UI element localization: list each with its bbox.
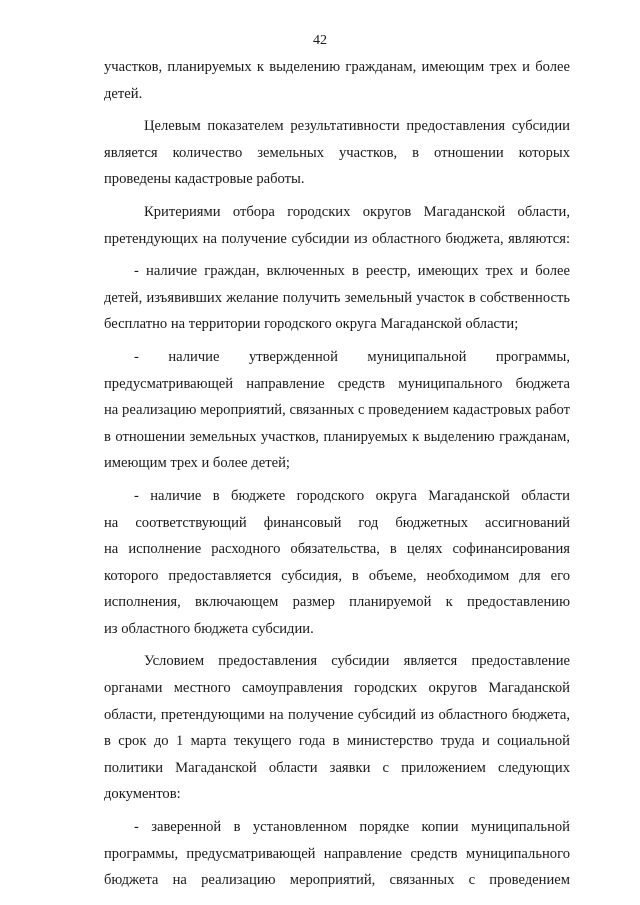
text-line: исполнения, включающем размер планируемой к предоставлению bbox=[104, 594, 570, 611]
text-line: органами местного самоуправления городских округов Магаданской bbox=[104, 680, 570, 697]
text-line: из областного бюджета субсидии. bbox=[104, 620, 314, 637]
text-line: на соответствующий финансовый год бюджетных ассигнований bbox=[104, 514, 570, 531]
text-line: Целевым показателем результативности предоставления субсидии bbox=[144, 118, 570, 135]
text-line: - заверенной в установленном порядке копии муниципальной bbox=[134, 819, 570, 836]
text-line: области, претендующими на получение субсидий из областного бюджета, bbox=[104, 706, 570, 723]
text-line: Условием предоставления субсидии является предоставление bbox=[144, 653, 570, 670]
paragraph bbox=[104, 113, 570, 193]
text-line: проведены кадастровые работы. bbox=[104, 171, 305, 188]
text-line: претендующих на получение субсидии из областного бюджета, являются: bbox=[104, 230, 570, 247]
text-line: бюджета на реализацию мероприятий, связанных с проведением bbox=[104, 872, 570, 889]
text-line: - наличие граждан, включенных в реестр, имеющих трех и более bbox=[134, 263, 570, 280]
text-line: Критериями отбора городских округов Магаданской области, bbox=[144, 203, 570, 220]
text-line: программы, предусматривающей направление средств муниципального bbox=[104, 845, 570, 862]
paragraph bbox=[104, 648, 570, 808]
paragraph bbox=[104, 344, 570, 477]
paragraph bbox=[104, 483, 570, 643]
text-line: предусматривающей направление средств муниципального бюджета bbox=[104, 375, 570, 392]
text-line: - наличие утвержденной муниципальной программы, bbox=[134, 348, 570, 365]
paragraph bbox=[104, 54, 570, 107]
text-line: детей, изъявивших желание получить земельный участок в собственность bbox=[104, 289, 570, 306]
text-line: - наличие в бюджете городского округа Магаданской области bbox=[134, 487, 570, 504]
text-line: в отношении земельных участков, планируемых к выделению гражданам, bbox=[104, 428, 570, 445]
paragraph bbox=[104, 258, 570, 338]
paragraph bbox=[104, 814, 570, 894]
text-line: документов: bbox=[104, 786, 181, 803]
page-number: 42 bbox=[313, 33, 327, 48]
text-line: участков, планируемых к выделению гражданам, имеющим трех и более bbox=[104, 59, 570, 75]
text-line: имеющим трех и более детей; bbox=[104, 455, 290, 472]
text-line: которого предоставляется субсидия, в объеме, необходимом для его bbox=[104, 567, 570, 584]
text-line: в срок до 1 марта текущего года в министерство труда и социальной bbox=[104, 733, 570, 750]
text-line: политики Магаданской области заявки с приложением следующих bbox=[104, 759, 570, 776]
text-line: на реализацию мероприятий, связанных с проведением кадастровых работ bbox=[104, 402, 570, 419]
text-line: детей. bbox=[104, 85, 143, 102]
text-line: является количество земельных участков, в отношении которых bbox=[104, 144, 570, 161]
paragraph bbox=[104, 199, 570, 252]
text-line: бесплатно на территории городского округа Магаданской области; bbox=[104, 316, 519, 333]
text-line: на исполнение расходного обязательства, в целях софинансирования bbox=[104, 541, 570, 558]
document-body bbox=[104, 54, 570, 894]
